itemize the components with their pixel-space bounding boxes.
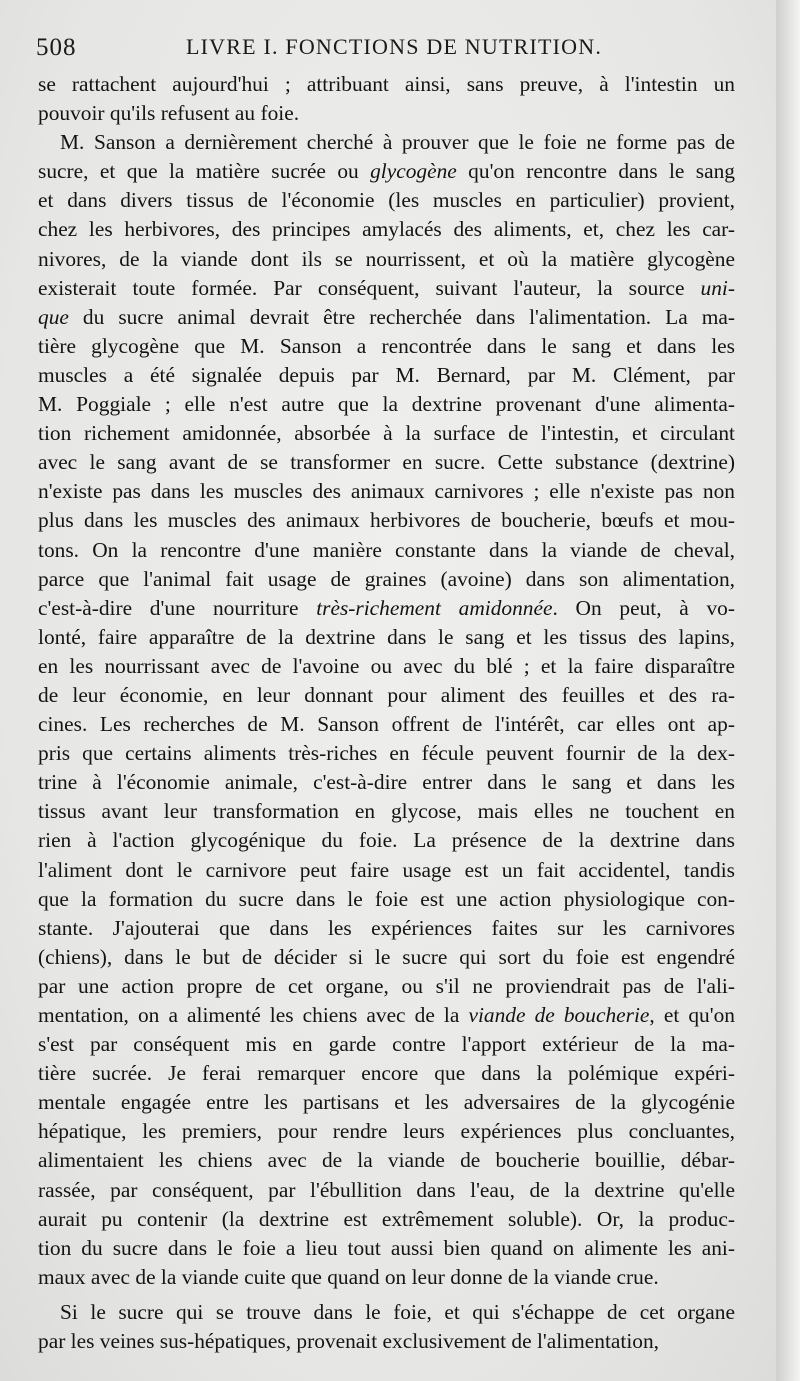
- text-fragment: de leur économie, en leur donnant pour aliment des feuilles et des ra-: [38, 682, 735, 707]
- text-fragment: tière glycogène que M. Sanson a rencontrée dans le sang et dans les: [38, 333, 735, 358]
- text-line: [38, 186, 735, 215]
- running-head: [36, 30, 736, 66]
- text-fragment: existerait toute formée. Par conséquent, suivant l'auteur, la source: [38, 275, 701, 300]
- italic-text: glycogène: [370, 159, 457, 184]
- text-line: [38, 856, 735, 885]
- text-line: [38, 681, 735, 710]
- text-line: [38, 1205, 735, 1234]
- text-line: [38, 361, 735, 390]
- text-line: [38, 623, 735, 652]
- paragraph: [38, 1298, 735, 1356]
- text-fragment: chez les herbivores, des principes amylacés des aliments, et, chez les car-: [38, 217, 735, 242]
- text-line: [38, 477, 735, 506]
- text-line: [38, 536, 735, 565]
- text-line: [38, 99, 735, 128]
- text-fragment: qu'on rencontre dans le sang: [456, 159, 735, 184]
- page-number: 508: [36, 34, 77, 61]
- text-line: [38, 448, 735, 477]
- italic-text: très-richement amidonnée: [316, 595, 553, 620]
- text-line: [38, 1059, 735, 1088]
- text-fragment: avec le sang avant de se transformer en sucre. Cette substance (dextrine): [38, 450, 735, 475]
- text-fragment: tissus avant leur transformation en glycose, mais elles ne touchent en: [38, 799, 735, 824]
- text-line: [38, 1001, 735, 1030]
- text-fragment: en les nourrissant avec de l'avoine ou avec du blé ; et la faire disparaître: [38, 653, 735, 678]
- text-line: [38, 885, 735, 914]
- text-line: [38, 390, 735, 419]
- text-fragment: que la formation du sucre dans le foie est une action physiologique con-: [38, 886, 735, 911]
- text-line: [38, 1234, 735, 1263]
- text-fragment: Si le sucre qui se trouve dans le foie, et qui s'échappe de cet organe: [60, 1299, 735, 1324]
- text-line: [38, 245, 735, 274]
- italic-text: uni-: [700, 275, 735, 300]
- text-line: [38, 128, 735, 157]
- text-line: [38, 768, 735, 797]
- text-line: [38, 594, 735, 623]
- text-fragment: tion du sucre dans le foie a lieu tout aussi bien quand on alimente les ani-: [38, 1235, 735, 1260]
- italic-text: que: [38, 304, 69, 329]
- text-line: [38, 1263, 735, 1292]
- text-fragment: lonté, faire apparaître de la dextrine dans le sang et les tissus des lapins,: [38, 624, 735, 649]
- text-fragment: sucre, et que la matière sucrée ou: [38, 159, 371, 184]
- text-line: [38, 157, 735, 186]
- text-line: [38, 710, 735, 739]
- text-fragment: l'aliment dont le carnivore peut faire usage est un fait accidentel, tandis: [38, 857, 735, 882]
- text-line: [38, 506, 735, 535]
- text-fragment: n'existe pas dans les muscles des animaux carnivores ; elle n'existe pas non: [38, 479, 735, 504]
- text-fragment: par les veines sus-hépatiques, provenait exclusivement de l'alimentation,: [38, 1329, 660, 1354]
- text-fragment: c'est-à-dire d'une nourriture: [38, 595, 317, 620]
- text-line: [38, 1088, 735, 1117]
- text-fragment: cines. Les recherches de M. Sanson offrent de l'intérêt, car elles ont ap-: [38, 712, 735, 737]
- paragraph: [38, 70, 735, 128]
- text-fragment: pris que certains aliments très-riches en fécule peuvent fournir de la dex-: [38, 741, 735, 766]
- text-fragment: rassée, par conséquent, par l'ébullition dans l'eau, de la dextrine qu'elle: [38, 1177, 735, 1202]
- text-fragment: trine à l'économie animale, c'est-à-dire entrer dans le sang et dans les: [38, 770, 735, 795]
- text-line: [38, 943, 735, 972]
- text-line: [38, 274, 735, 303]
- text-fragment: M. Sanson a dernièrement cherché à prouver que le foie ne forme pas de: [60, 130, 735, 155]
- text-fragment: aurait pu contenir (la dextrine est extrêmement soluble). Or, la produc-: [38, 1206, 735, 1231]
- text-line: [38, 70, 735, 99]
- page-edge: [776, 0, 800, 1381]
- text-line: [38, 972, 735, 1001]
- text-fragment: rien à l'action glycogénique du foie. La présence de la dextrine dans: [38, 828, 735, 853]
- text-line: [38, 215, 735, 244]
- text-fragment: se rattachent aujourd'hui ; attribuant ainsi, sans preuve, à l'intestin un: [38, 72, 735, 96]
- text-fragment: et dans divers tissus de l'économie (les muscles en particulier) provient,: [38, 188, 735, 213]
- text-line: [38, 914, 735, 943]
- italic-text: viande de boucherie: [468, 1003, 650, 1027]
- text-fragment: . On peut, à vo-: [552, 595, 735, 620]
- text-line: [38, 565, 735, 594]
- text-fragment: , et qu'on: [649, 1003, 735, 1027]
- text-line: [38, 652, 735, 681]
- text-fragment: du sucre animal devrait être recherchée dans l'alimentation. La ma-: [68, 304, 735, 329]
- text-fragment: tons. On la rencontre d'une manière constante dans la viande de cheval,: [38, 537, 735, 562]
- text-fragment: mentation, on a alimenté les chiens avec de la: [38, 1003, 469, 1027]
- text-fragment: tière sucrée. Je ferai remarquer encore que dans la polémique expéri-: [38, 1061, 735, 1086]
- text-fragment: maux avec de la viande cuite que quand on leur donne de la viande crue.: [38, 1264, 659, 1289]
- text-line: [38, 797, 735, 826]
- text-line: [38, 1327, 735, 1356]
- text-fragment: M. Poggiale ; elle n'est autre que la dextrine provenant d'une alimenta-: [38, 392, 735, 417]
- text-fragment: nivores, de la viande dont ils se nourrissent, et où la matière glycogène: [38, 246, 735, 271]
- text-line: [38, 1146, 735, 1175]
- text-fragment: tion richement amidonnée, absorbée à la surface de l'intestin, et circulant: [38, 421, 735, 446]
- paragraph: [38, 128, 735, 1298]
- text-line: [38, 1117, 735, 1146]
- text-fragment: plus dans les muscles des animaux herbivores de boucherie, bœufs et mou-: [38, 508, 735, 533]
- text-line: [38, 1298, 735, 1327]
- text-fragment: muscles a été signalée depuis par M. Bernard, par M. Clément, par: [38, 362, 735, 387]
- text-fragment: s'est par conséquent mis en garde contre l'apport extérieur de la ma-: [38, 1032, 735, 1057]
- text-line: [38, 303, 735, 332]
- text-line: [38, 332, 735, 361]
- running-title: LIVRE I. FONCTIONS DE NUTRITION.: [186, 34, 603, 59]
- text-line: [38, 1176, 735, 1205]
- text-line: [38, 419, 735, 448]
- text-fragment: mentale engagée entre les partisans et les adversaires de la glycogénie: [38, 1090, 735, 1115]
- text-line: [38, 826, 735, 855]
- text-fragment: parce que l'animal fait usage de graines (avoine) dans son alimentation,: [38, 566, 735, 591]
- body-text: [38, 70, 735, 1356]
- text-line: [38, 739, 735, 768]
- text-fragment: (chiens), dans le but de décider si le sucre qui sort du foie est engendré: [38, 944, 735, 969]
- text-fragment: par une action propre de cet organe, ou s'il ne proviendrait pas de l'ali-: [38, 973, 735, 998]
- text-fragment: hépatique, les premiers, pour rendre leurs expériences plus concluantes,: [38, 1119, 735, 1144]
- text-line: [38, 1030, 735, 1059]
- text-fragment: stante. J'ajouterai que dans les expériences faites sur les carnivores: [38, 915, 735, 940]
- text-fragment: alimentaient les chiens avec de la viande de boucherie bouillie, débar-: [38, 1148, 735, 1173]
- text-fragment: pouvoir qu'ils refusent au foie.: [38, 101, 300, 126]
